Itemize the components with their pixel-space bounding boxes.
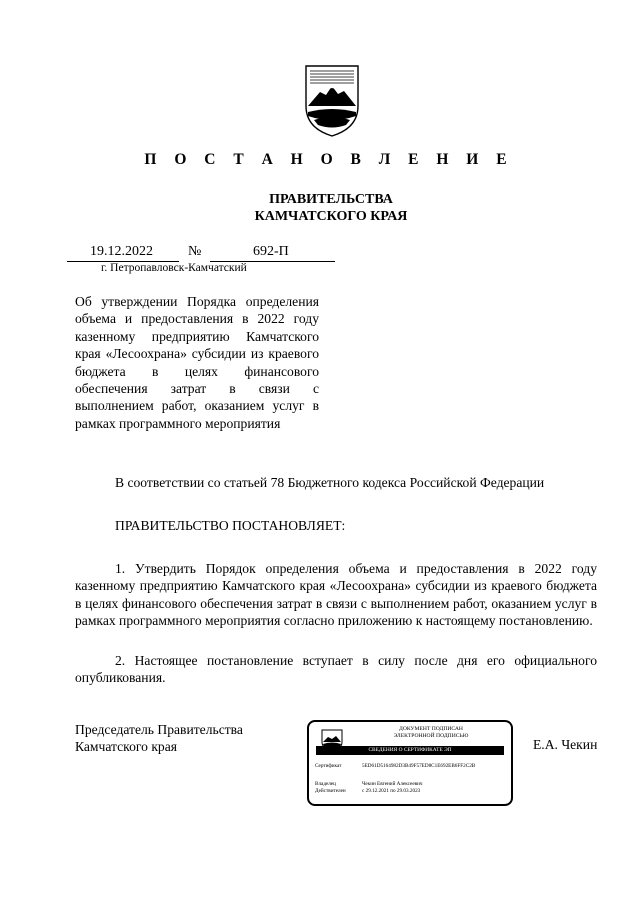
decree-item-2: 2. Настоящее постановление вступает в силу после дня его официального опубликования. bbox=[75, 653, 597, 686]
place-of-issue: г. Петропавловск-Камчатский bbox=[101, 262, 247, 274]
stamp-title bbox=[361, 726, 501, 740]
validity-value: с 29.12.2021 по 29.03.2023 bbox=[362, 788, 421, 794]
authority-line-1: ПРАВИТЕЛЬСТВА bbox=[269, 192, 393, 207]
certificate-value: 5ED61D5164982D3B49F57ED8C1E692EB6FF2C2B bbox=[362, 763, 476, 769]
stamp-validity-row bbox=[315, 788, 502, 794]
stamp-owner-row bbox=[315, 781, 502, 787]
stamp-certificate-bar: СВЕДЕНИЯ О СЕРТИФИКАТЕ ЭП bbox=[316, 746, 504, 755]
decree-statement: ПРАВИТЕЛЬСТВО ПОСТАНОВЛЯЕТ: bbox=[115, 518, 346, 533]
stamp-title-line-1: ДОКУМЕНТ ПОДПИСАН bbox=[399, 726, 463, 732]
document-number: 692-П bbox=[253, 244, 289, 259]
document-type-heading: П О С Т А Н О В Л Е Н И Е bbox=[144, 151, 514, 168]
position-line-1: Председатель Правительства bbox=[75, 722, 243, 737]
electronic-signature-stamp bbox=[307, 720, 513, 806]
signatory-position bbox=[75, 721, 243, 756]
issuing-authority bbox=[0, 191, 640, 225]
certificate-label: Сертификат bbox=[315, 763, 342, 769]
position-line-2: Камчатского края bbox=[75, 739, 178, 755]
owner-value: Чекин Евгений Алексеевич bbox=[362, 781, 423, 787]
stamp-title-line-2: ЭЛЕКТРОННОЙ ПОДПИСЬЮ bbox=[393, 732, 469, 739]
kamchatka-coat-of-arms-emblem bbox=[302, 62, 362, 138]
signatory-name: Е.А. Чекин bbox=[533, 737, 598, 752]
stamp-certificate-row bbox=[315, 763, 502, 769]
number-sign: № bbox=[188, 244, 202, 259]
legal-basis-paragraph: В соответствии со статьей 78 Бюджетного кодекса Российской Федерации bbox=[115, 475, 545, 490]
document-subject: Об утверждении Порядка определения объема и предоставления в 2022 году казенному предприятию Камчатского края «Лесоохрана» субсидии из краевого бюджета в целях финансового обеспечения затрат в связи с выполнением работ, оказанием услуг в рамках программного мероприятия bbox=[75, 294, 319, 431]
document-date: 19.12.2022 bbox=[90, 244, 153, 259]
validity-label: Действителен bbox=[315, 788, 346, 794]
owner-label: Владелец bbox=[315, 781, 336, 787]
authority-line-2: КАМЧАТСКОГО КРАЯ bbox=[254, 209, 408, 224]
decree-item-1: 1. Утвердить Порядок определения объема и предоставления в 2022 году казенному предприятию Камчатского края «Лесоохрана» субсидии из краевого бюджета в целях финансового обеспечения затрат в связи с выполнением работ, оказанием услуг в рамках программного мероприятия согласно приложению к настоящему постановлению. bbox=[75, 561, 597, 629]
